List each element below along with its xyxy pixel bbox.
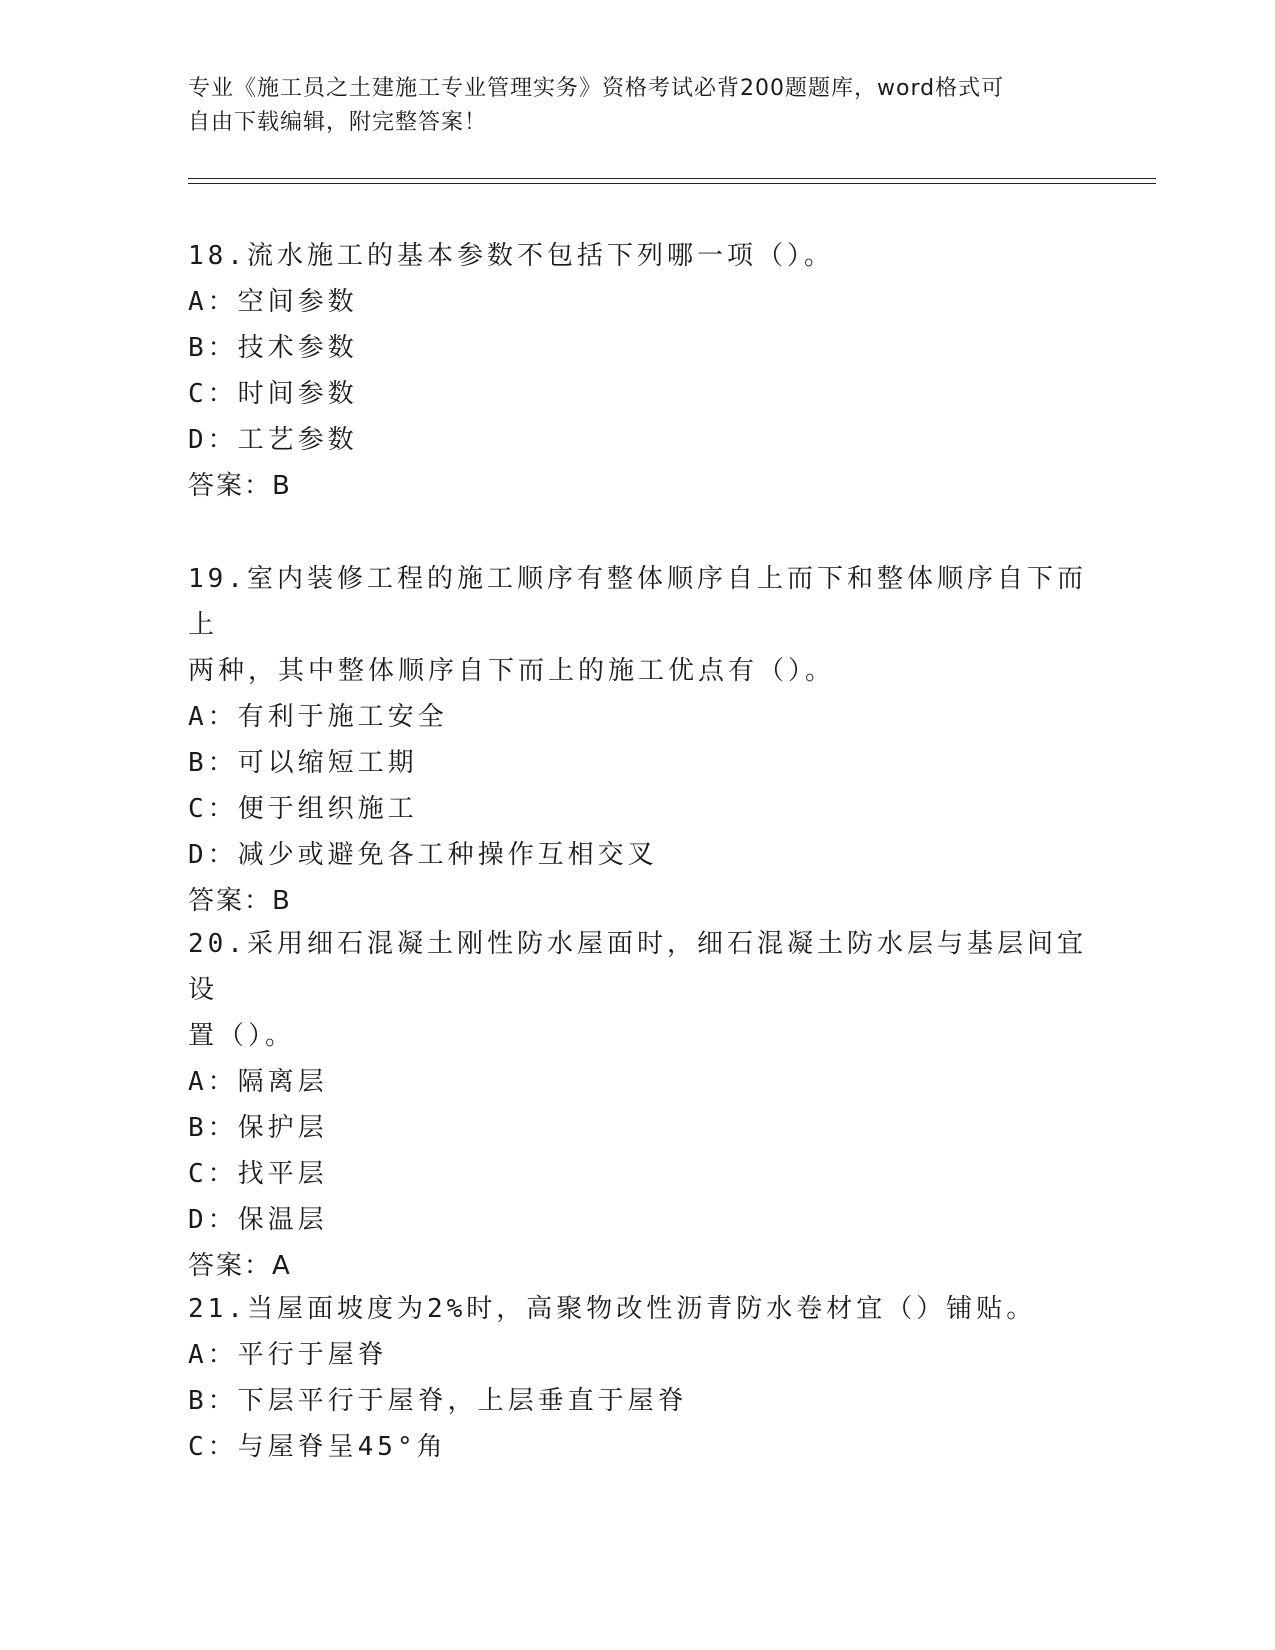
- option-b: B：技术参数: [188, 333, 358, 363]
- option-d: D：工艺参数: [188, 425, 358, 455]
- question-stem: 21.当屋面坡度为2%时，高聚物改性沥青防水卷材宜（）铺贴。: [188, 1294, 1037, 1324]
- option-a: A：隔离层: [188, 1067, 328, 1097]
- question-18: [188, 233, 1088, 509]
- option-b: B：下层平行于屋脊，上层垂直于屋脊: [188, 1386, 688, 1416]
- question-20: [188, 921, 1088, 1289]
- answer: 答案：B: [188, 471, 292, 501]
- option-c: C：便于组织施工: [188, 794, 418, 824]
- option-d: D：减少或避免各工种操作互相交叉: [188, 840, 658, 870]
- option-b: B：保护层: [188, 1113, 328, 1143]
- document-header: [188, 72, 1068, 140]
- answer: 答案：A: [188, 1251, 292, 1281]
- question-stem: 18.流水施工的基本参数不包括下列哪一项（）。: [188, 241, 834, 271]
- option-c: C：找平层: [188, 1159, 328, 1189]
- answer: 答案：B: [188, 886, 292, 916]
- option-d: D：保温层: [188, 1205, 328, 1235]
- option-a: A：平行于屋脊: [188, 1340, 388, 1370]
- question-stem-line-2: 两种，其中整体顺序自下而上的施工优点有（）。: [188, 656, 836, 686]
- option-b: B：可以缩短工期: [188, 748, 418, 778]
- question-21: [188, 1286, 1088, 1470]
- option-a: A：有利于施工安全: [188, 702, 448, 732]
- header-divider-bottom: [188, 183, 1156, 184]
- header-line-2: 自由下载编辑，附完整答案！: [188, 110, 488, 135]
- option-c: C：时间参数: [188, 379, 358, 409]
- question-stem-line-1: 19.室内装修工程的施工顺序有整体顺序自上而下和整体顺序自下而上: [188, 564, 1087, 640]
- header-divider-top: [188, 178, 1156, 179]
- option-c: C：与屋脊呈45°角: [188, 1432, 447, 1462]
- question-19: [188, 556, 1088, 924]
- option-a: A：空间参数: [188, 287, 358, 317]
- header-line-1: 专业《施工员之土建施工专业管理实务》资格考试必背200题题库，word格式可: [188, 76, 1005, 101]
- question-stem-line-2: 置（）。: [188, 1021, 296, 1051]
- question-stem-line-1: 20.采用细石混凝土刚性防水屋面时，细石混凝土防水层与基层间宜设: [188, 929, 1087, 1005]
